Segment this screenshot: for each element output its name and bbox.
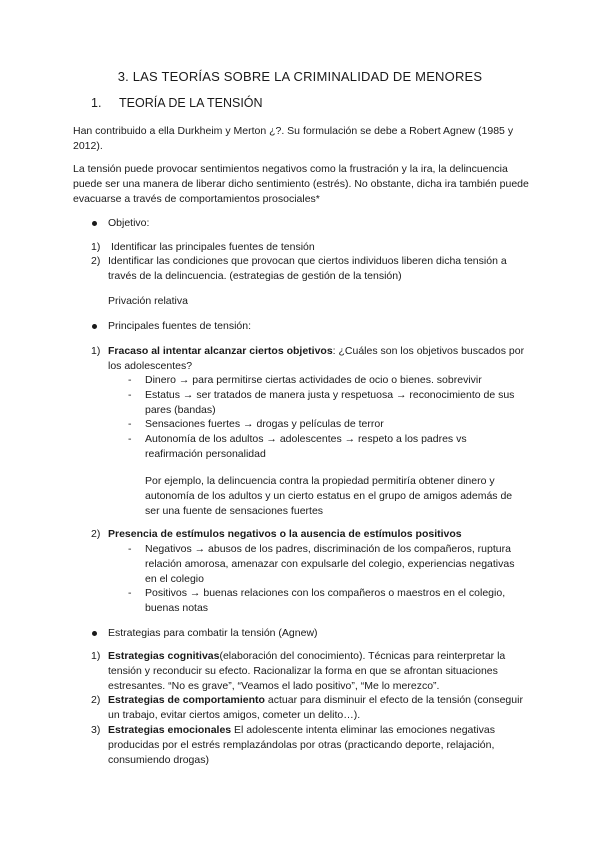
bullet-label: Estrategias para combatir la tensión (Agnew) [108, 627, 318, 639]
bullet-dot-icon [92, 324, 97, 329]
term-description: : ¿Cuáles son los objetivos buscados por los adolescentes? [108, 345, 525, 372]
subsection-title: TEORÍA DE LA TENSIÓN [119, 96, 263, 110]
tension-paragraph: La tensión puede provocar sentimientos negativos como la frustración y la ira, la delincuencia puede ser una manera de liberar dicho sentimiento (estrés). No obstante, dicha ira también puede evacuarse a través de comportamientos prosociales* [73, 163, 529, 205]
subsection-number: 1. [91, 96, 102, 110]
section-title: 3. LAS TEORÍAS SOBRE LA CRIMINALIDAD DE MENORES [117, 69, 483, 84]
bold-term: Estrategias emocionales [108, 724, 232, 736]
bold-term: Presencia de estímulos negativos o la ausencia de estímulos positivos [108, 528, 462, 540]
dash-text: Dinero → para permitirse ciertas actividades de ocio o bienes. sobrevivir [145, 374, 482, 386]
document-page: 3. LAS TEORÍAS SOBRE LA CRIMINALIDAD DE MENORES 1. TEORÍA DE LA TENSIÓN Han contribuido a ella Durkheim y Merton ¿?. Su formulación se debe a Robert Agnew (1985 y 2012). La tensión puede provocar sentimientos negativos como la frustración y la ira, la delincuencia puede ser una manera de liberar dicho sentimiento (estrés). No obstante, dicha ira también puede evacuarse a través de comportamientos prosociales* Objetivo: 1) Identificar las principales fuentes de tensión 2) Identificar las condiciones que provocan que ciertos individuos liberen dicha tensión a través de la delincuencia. (estrategias de gestión de la tensión) Privación relativa Principales fuentes de tensión: 1) Fracaso al intentar alcanzar ciertos objetivos: ¿Cuáles son los objetivos buscados por los adolescentes? - Dinero → para permitirse ciertas actividades de ocio o bienes. sobrevivir - Estatus → ser tratados de manera justa y respetuosa → reconocimiento de sus pares (bandas) - Sensaciones fuertes → drogas y películas de terror - Autonomía de los adultos → adolescentes → respeto a los padres vs reafirmación personalidad Por ejemplo, la delincuencia contra la propiedad permitiría obtener dinero y autonomía de los adultos y un cierto estatus en el grupo de amigos además de ser una fuente de sensaciones fuertes 2) Presencia de estímulos negativos o la ausencia de estímulos positivos - Negativos → abusos de los padres, discriminación de los compañeros, ruptura relación amorosa, amenazar con expulsarle del colegio, experiencias negativas en el colegio - Positivos → buenas relaciones con los compañeros o maestros en el colegio, buenas notas Estrategias para combatir la tensión (Agnew) 1) Estrategias cognitivas(elaboración del conocimiento). Técnicas para reinterpretar la tensión y reconducir su efecto. Racionalizar la forma en que se afrontan situaciones estresantes. “No es grave”, “Veamos el lado positivo”, “Me lo merezco”. 2) Estrategias de comportamiento actuar para disminuir el efecto de la tensión (conseguir un trabajo, evitar ciertos amigos, cometer un delito…). 3) Estrategias emocionales El adolescente intenta eliminar las emociones negativas producidas por el estrés remplazándolas por otras (practicando deporte, relajación, consumiendo drogas) [0, 0, 600, 848]
subsection-heading [91, 96, 263, 111]
list-number: 3) [91, 724, 101, 736]
privacion-relativa: Privación relativa [108, 295, 188, 307]
list-text [108, 723, 528, 768]
list-text [108, 527, 528, 542]
dash-text: Sensaciones fuertes → drogas y películas de terror [145, 418, 384, 430]
bullet-dot-icon [92, 631, 97, 636]
dash-text: Autonomía de los adultos → adolescentes → respeto a los padres vs reafirmación personalidad [145, 433, 467, 460]
list-number: 1) [91, 345, 101, 357]
fuente-example: Por ejemplo, la delincuencia contra la propiedad permitiría obtener dinero y autonomía de los adultos y un cierto estatus en el grupo de amigos además de ser una fuente de sensaciones fuertes [145, 475, 513, 517]
term-description: (elaboración del conocimiento). Técnicas para reinterpretar la tensión y reconducir su efecto. Racionalizar la forma en que se afrontan situaciones estresantes. “No es grave”, “Veamos el lado positivo”, “Me lo merezco”. [108, 650, 506, 692]
list-number: 2) [91, 528, 101, 540]
bullet-label: Objetivo: [108, 217, 150, 229]
list-number: 2) [91, 694, 101, 706]
list-number: 2) [91, 255, 101, 267]
list-text: Identificar las condiciones que provocan que ciertos individuos liberen dicha tensión a través de la delincuencia. (estrategias de gestión de la tensión) [108, 255, 507, 282]
list-text [108, 649, 528, 694]
bullet-label: Principales fuentes de tensión: [108, 320, 252, 332]
dash-text: Negativos → abusos de los padres, discriminación de los compañeros, ruptura relación amorosa, amenazar con expulsarle del colegio, experiencias negativas en el colegio [145, 543, 515, 585]
bold-term: Estrategias cognitivas [108, 650, 220, 662]
list-text [108, 344, 528, 374]
bullet-dot-icon [92, 221, 97, 226]
term-description: actuar para disminuir el efecto de la tensión (conseguir un trabajo, evitar ciertos amigos, cometer un delito…). [108, 694, 523, 721]
term-description: El adolescente intenta eliminar las emociones negativas producidas por el estrés remplazándolas por otras (practicando deporte, relajación, consumiendo drogas) [108, 724, 495, 766]
intro-paragraph: Han contribuido a ella Durkheim y Merton ¿?. Su formulación se debe a Robert Agnew (1985 y 2012). [73, 125, 514, 152]
dash-text: Estatus → ser tratados de manera justa y respetuosa → reconocimiento de sus pares (bandas) [145, 389, 515, 416]
dash-text: Positivos → buenas relaciones con los compañeros o maestros en el colegio, buenas notas [145, 587, 506, 614]
list-text [108, 693, 528, 723]
bold-term: Estrategias de comportamiento [108, 694, 265, 706]
list-text: Identificar las principales fuentes de tensión [111, 241, 315, 253]
list-number: 1) [91, 241, 101, 253]
list-number: 1) [91, 650, 101, 662]
bold-term: Fracaso al intentar alcanzar ciertos objetivos [108, 345, 333, 357]
